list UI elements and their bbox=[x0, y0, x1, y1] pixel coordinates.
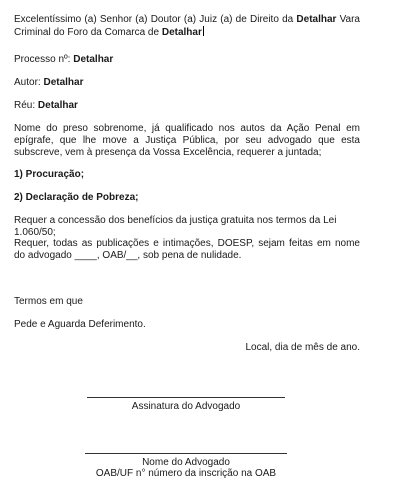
attachment-item-1: 1) Procuração; bbox=[14, 169, 85, 180]
lawyer-name: Nome do Advogado bbox=[142, 457, 230, 468]
autor-line bbox=[14, 77, 83, 89]
signature-label: Assinatura do Advogado bbox=[131, 401, 241, 412]
intro-paragraph: Nome do preso sobrenome, já qualificado nos autos da Ação Penal em epígrafe, que lhe move a Justiça Pública, por seu advogado que esta subscreve, vem à presença da Vossa Excelência, requerer a juntada; bbox=[14, 123, 360, 158]
reu-line bbox=[14, 100, 78, 112]
salutation-text-2: Vara Criminal do Foro da Comarca de bbox=[14, 14, 360, 38]
place-date: Local, dia de mês de ano. bbox=[245, 342, 360, 353]
attachment-item-2: 2) Declaração de Pobreza; bbox=[14, 192, 139, 203]
salutation-comarca-placeholder: Detalhar bbox=[161, 27, 202, 38]
closing-deferimento: Pede e Aguarda Deferimento. bbox=[14, 319, 146, 330]
salutation bbox=[14, 14, 360, 39]
salutation-vara-placeholder: Detalhar bbox=[296, 14, 337, 25]
signature-block-1 bbox=[0, 397, 372, 412]
processo-label: Processo nº: bbox=[14, 54, 74, 65]
signature-line-1 bbox=[87, 397, 285, 398]
request-justica-gratuita: Requer a concessão dos benefícios da justiça gratuita nos termos da Lei 1.060/50; bbox=[14, 215, 337, 238]
text-cursor bbox=[203, 26, 204, 36]
salutation-text: Excelentíssimo (a) Senhor (a) Doutor (a) Juiz (a) de Direito da bbox=[14, 14, 297, 25]
reu-value: Detalhar bbox=[37, 100, 78, 111]
lawyer-oab: OAB/UF n° número da inscrição na OAB bbox=[95, 468, 277, 479]
autor-value: Detalhar bbox=[43, 77, 84, 88]
request-publicacoes: Requer, todas as publicações e intimações, DOESP, sejam feitas em nome do advogado ____, OAB/__, sob pena de nulidade. bbox=[14, 238, 360, 261]
autor-label: Autor: bbox=[14, 77, 44, 88]
reu-label: Réu: bbox=[14, 100, 38, 111]
closing-termos: Termos em que bbox=[14, 296, 83, 307]
processo-line bbox=[14, 54, 113, 66]
signature-block-2 bbox=[0, 453, 372, 479]
processo-value: Detalhar bbox=[73, 54, 114, 65]
signature-line-2 bbox=[85, 453, 287, 454]
